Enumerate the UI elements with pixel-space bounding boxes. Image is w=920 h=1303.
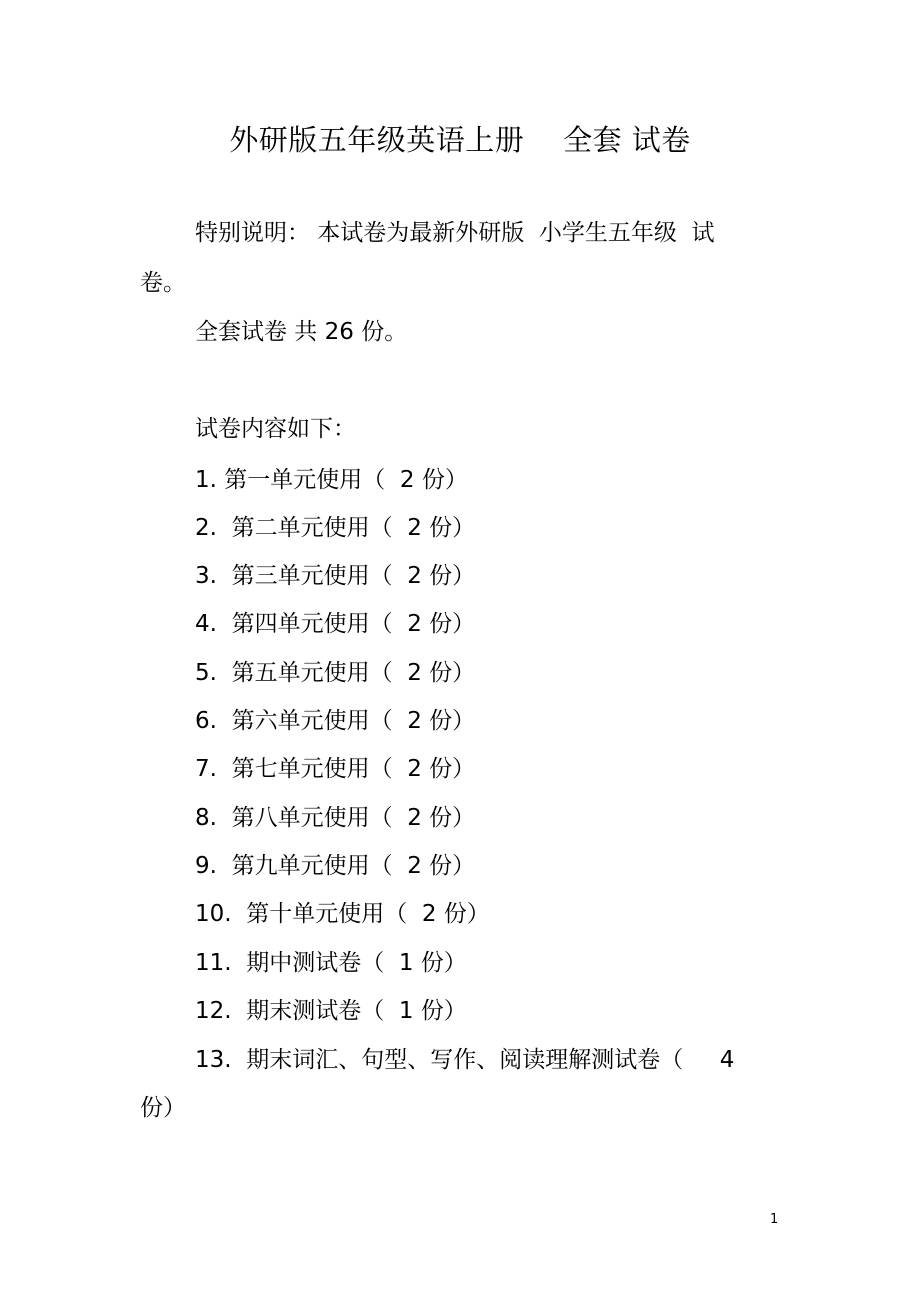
contents-item-7: 7. 第七单元使用（ 2 份） bbox=[195, 756, 476, 782]
special-note-line-2: 卷。 bbox=[140, 270, 186, 296]
contents-item-13-line-1: 13. 期末词汇、句型、写作、阅读理解测试卷（ 4 bbox=[195, 1047, 735, 1073]
document-title: 外研版五年级英语上册 全套 试卷 bbox=[229, 123, 691, 157]
contents-item-10: 10. 第十单元使用（ 2 份） bbox=[195, 901, 490, 927]
special-note-line-1: 特别说明： 本试卷为最新外研版 小学生五年级 试 bbox=[195, 220, 715, 246]
contents-item-2: 2. 第二单元使用（ 2 份） bbox=[195, 515, 476, 541]
contents-item-13-line-2: 份） bbox=[140, 1095, 186, 1121]
contents-item-12: 12. 期末测试卷（ 1 份） bbox=[195, 998, 467, 1024]
contents-item-4: 4. 第四单元使用（ 2 份） bbox=[195, 611, 476, 637]
contents-item-6: 6. 第六单元使用（ 2 份） bbox=[195, 708, 476, 734]
contents-item-1: 1. 第一单元使用（ 2 份） bbox=[195, 467, 468, 493]
contents-item-9: 9. 第九单元使用（ 2 份） bbox=[195, 853, 476, 879]
contents-heading: 试卷内容如下： bbox=[195, 416, 356, 442]
contents-item-3: 3. 第三单元使用（ 2 份） bbox=[195, 563, 476, 589]
contents-item-5: 5. 第五单元使用（ 2 份） bbox=[195, 660, 476, 686]
page-number: 1 bbox=[770, 1212, 779, 1227]
contents-item-8: 8. 第八单元使用（ 2 份） bbox=[195, 805, 476, 831]
contents-item-11: 11. 期中测试卷（ 1 份） bbox=[195, 950, 467, 976]
total-count-text: 全套试卷 共 26 份。 bbox=[195, 319, 408, 345]
